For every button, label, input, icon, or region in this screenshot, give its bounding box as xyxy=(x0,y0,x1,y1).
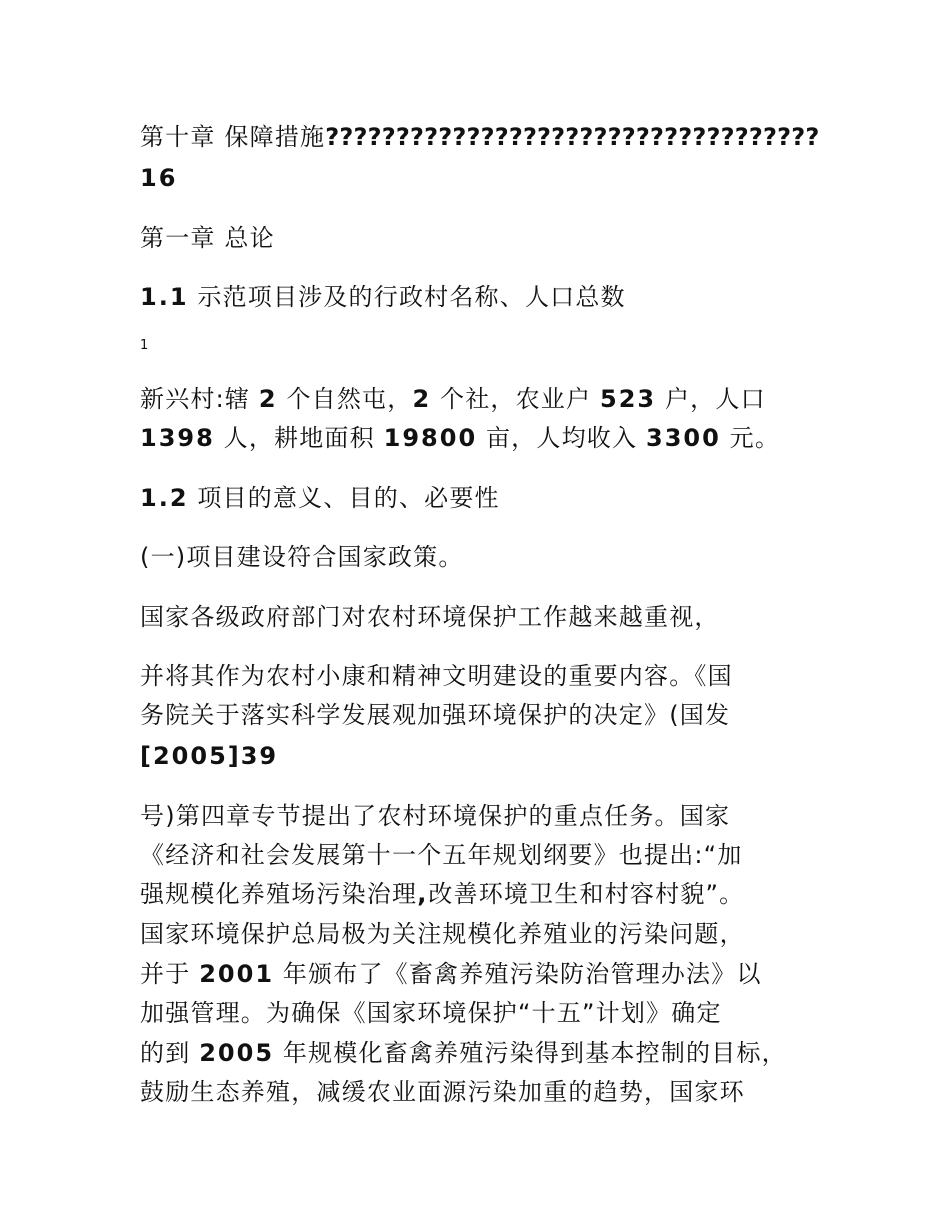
section-1-2-heading xyxy=(140,481,820,515)
village-info-line-1 xyxy=(140,382,820,416)
number-run: 523 xyxy=(600,385,657,413)
paragraph-line: 《经济和社会发展第十一个五年规划纲要》也提出:“加 xyxy=(140,841,743,869)
section-number: 1.1 xyxy=(140,283,189,311)
text-run: 人，耕地面积 xyxy=(214,424,384,452)
section-1-1-heading xyxy=(140,280,820,314)
text-run: 并于 xyxy=(140,960,200,988)
text-run: 改善环境卫生和村容村貌”。 xyxy=(428,880,745,908)
toc-leader: ??????????????????????????????????? xyxy=(325,123,820,151)
text-run: , xyxy=(417,880,429,908)
paragraph-line: 鼓励生态养殖，减缓农业面源污染加重的趋势，国家环 xyxy=(140,1078,745,1106)
text-run: 个自然屯， xyxy=(277,385,413,413)
paragraph-line xyxy=(140,1036,820,1070)
text-run: 户，人口 xyxy=(656,385,766,413)
text-run: 年颁布了《畜禽养殖污染防治管理办法》以 xyxy=(274,960,762,988)
text-run: 元。 xyxy=(720,424,781,452)
section-title: 示范项目涉及的行政村名称、人口总数 xyxy=(188,283,626,311)
subsection-heading: (一)项目建设符合国家政策。 xyxy=(140,543,464,571)
toc-page-number: 16 xyxy=(140,164,178,192)
chapter-title: 第一章 总论 xyxy=(140,224,275,252)
toc-chapter: 第十章 保障措施 xyxy=(140,123,326,151)
section-number: 1.2 xyxy=(140,484,189,512)
text-run: 年规模化畜禽养殖污染得到基本控制的目标， xyxy=(274,1039,787,1067)
number-run: 2001 xyxy=(199,960,275,988)
paragraph-line: 国家环境保护总局极为关注规模化养殖业的污染问题， xyxy=(140,920,745,948)
village-info-line-2 xyxy=(140,421,820,455)
text-run: 个社，农业户 xyxy=(431,385,601,413)
paragraph-line: 并将其作为农村小康和精神文明建设的重要内容。《国 xyxy=(140,662,733,690)
section-title: 项目的意义、目的、必要性 xyxy=(188,484,500,512)
paragraph-line xyxy=(140,957,820,991)
number-run: 19800 xyxy=(383,424,478,452)
number-run: 2005 xyxy=(199,1039,275,1067)
paragraph-line: 国家各级政府部门对农村环境保护工作越来越重视， xyxy=(140,603,720,631)
text-run: 的到 xyxy=(140,1039,200,1067)
text-run: 新兴村:辖 xyxy=(140,385,259,413)
paragraph-line xyxy=(140,877,820,911)
paragraph-line: 号)第四章专节提出了农村环境保护的重点任务。国家 xyxy=(140,802,731,830)
number-run: 1398 xyxy=(140,424,215,452)
number-run: 2 xyxy=(258,385,278,413)
paragraph-line: 务院关于落实科学发展观加强环境保护的决定》(国发 xyxy=(140,701,731,729)
number-run: 3300 xyxy=(646,424,721,452)
paragraph-line: 加强管理。为确保《国家环境保护“十五”计划》确定 xyxy=(140,999,722,1027)
text-run: 亩，人均收入 xyxy=(477,424,647,452)
number-run: 2 xyxy=(412,385,432,413)
footnote-marker: 1 xyxy=(140,338,149,353)
text-run: 强规模化养殖场污染治理 xyxy=(140,880,418,908)
toc-line xyxy=(140,120,820,154)
paragraph-line: [2005]39 xyxy=(140,742,279,770)
